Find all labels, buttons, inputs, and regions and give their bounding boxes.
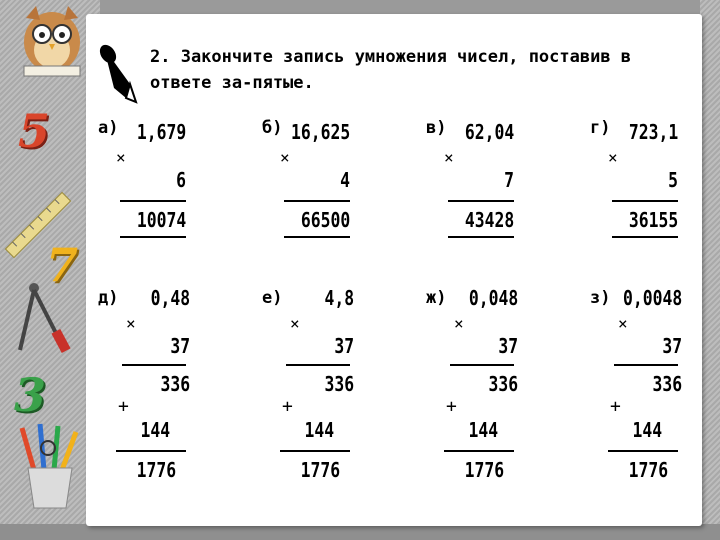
problem-label: г) <box>590 118 611 138</box>
task-title: 2. Закончите запись умножения чисел, поставив в ответе за-пятые. <box>150 47 632 93</box>
decor-number-five: 5 <box>18 104 51 158</box>
sum-line <box>116 450 186 452</box>
partial-product-2: 144 <box>304 418 334 442</box>
times-sign: × <box>116 148 126 167</box>
multiplication-line <box>614 364 678 366</box>
partial-product-2: 144 <box>140 418 170 442</box>
partial-product-2: 144 <box>632 418 662 442</box>
multiplication-line <box>286 364 350 366</box>
sum-line <box>444 450 514 452</box>
result: 43428 <box>464 208 514 232</box>
multiplicand: 4,8 <box>324 286 354 310</box>
multiplication-line <box>122 364 186 366</box>
problem-label: в) <box>426 118 447 138</box>
compass-icon <box>20 283 71 353</box>
multiplication-line <box>612 200 678 202</box>
problem-label: з) <box>590 288 611 308</box>
sum-line <box>280 450 350 452</box>
result: 10074 <box>136 208 186 232</box>
multiplicand: 1,679 <box>136 120 186 144</box>
pencil-cup-icon <box>22 424 76 508</box>
multiplication-line <box>450 364 514 366</box>
problem-label: б) <box>262 118 283 138</box>
problem-z <box>590 282 720 522</box>
plus-sign: + <box>118 396 129 417</box>
problem-zh <box>426 282 576 522</box>
multiplication-line <box>448 200 514 202</box>
multiplier: 5 <box>668 168 678 192</box>
problem-d <box>98 282 248 522</box>
multiplicand: 0,48 <box>150 286 190 310</box>
background-bottom-strip <box>0 524 720 540</box>
partial-product-1: 336 <box>160 372 190 396</box>
pencil-icon <box>96 40 144 104</box>
problem-label: а) <box>98 118 119 138</box>
multiplication-line <box>120 200 186 202</box>
multiplicand: 62,04 <box>464 120 514 144</box>
result: 1776 <box>464 458 504 482</box>
times-sign: × <box>444 148 454 167</box>
multiplier: 7 <box>504 168 514 192</box>
multiplier: 6 <box>176 168 186 192</box>
result: 1776 <box>136 458 176 482</box>
problem-e <box>262 282 412 522</box>
result: 1776 <box>628 458 668 482</box>
problem-label: ж) <box>426 288 447 308</box>
partial-product-1: 336 <box>488 372 518 396</box>
plus-sign: + <box>282 396 293 417</box>
times-sign: × <box>126 314 136 333</box>
times-sign: × <box>280 148 290 167</box>
sum-line <box>608 450 678 452</box>
partial-product-2: 144 <box>468 418 498 442</box>
times-sign: × <box>608 148 618 167</box>
problem-label: е) <box>262 288 283 308</box>
multiplicand: 0,048 <box>468 286 518 310</box>
partial-product-1: 336 <box>324 372 354 396</box>
multiplier: 37 <box>334 334 354 358</box>
owl-icon <box>24 6 80 76</box>
partial-product-1: 336 <box>652 372 682 396</box>
multiplier: 37 <box>662 334 682 358</box>
decorative-sidebar <box>0 0 100 540</box>
plus-sign: + <box>610 396 621 417</box>
times-sign: × <box>290 314 300 333</box>
multiplication-line <box>284 200 350 202</box>
times-sign: × <box>454 314 464 333</box>
multiplier: 37 <box>170 334 190 358</box>
multiplier: 37 <box>498 334 518 358</box>
multiplicand: 0,0048 <box>622 286 682 310</box>
result: 36155 <box>628 208 678 232</box>
multiplier: 4 <box>340 168 350 192</box>
exercise-sheet <box>86 14 702 526</box>
decor-number-seven: 7 <box>46 238 79 292</box>
multiplicand: 16,625 <box>290 120 350 144</box>
bottom-line <box>120 236 186 238</box>
multiplicand: 723,1 <box>628 120 678 144</box>
plus-sign: + <box>446 396 457 417</box>
result: 66500 <box>300 208 350 232</box>
bottom-line <box>612 236 678 238</box>
bottom-line <box>284 236 350 238</box>
result: 1776 <box>300 458 340 482</box>
problem-label: д) <box>98 288 119 308</box>
bottom-line <box>448 236 514 238</box>
decor-number-three: 3 <box>14 368 47 422</box>
times-sign: × <box>618 314 628 333</box>
